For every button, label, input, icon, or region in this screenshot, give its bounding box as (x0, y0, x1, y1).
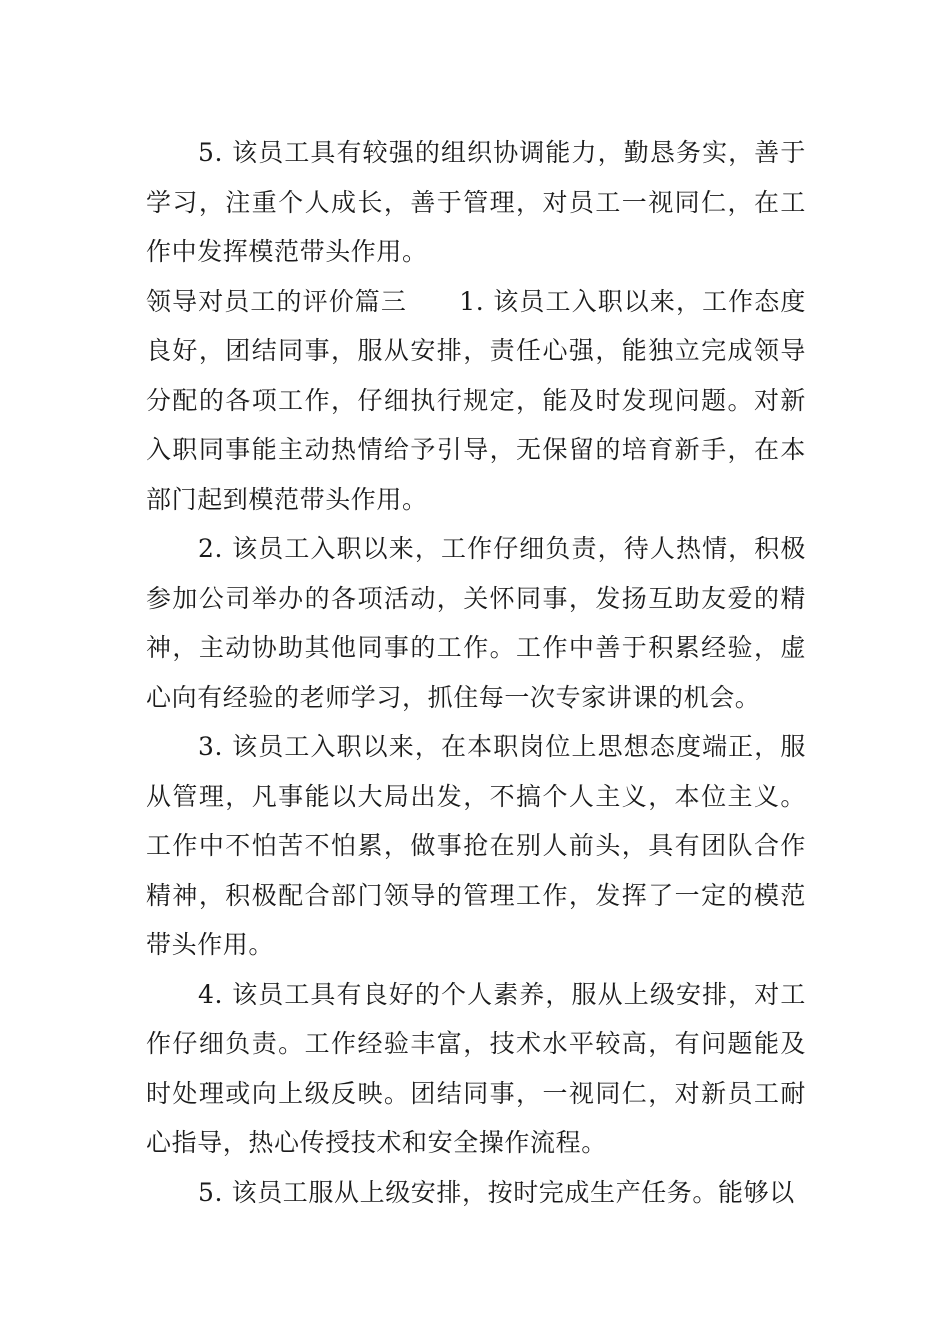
paragraph-4: 3. 该员工入职以来，在本职岗位上思想态度端正，服从管理，凡事能以大局出发，不搞个人主义，本位主义。工作中不怕苦不怕累，做事抢在别人前头，具有团队合作精神，积极配合部门领导的管理工作，发挥了一定的模范带头作用。 (146, 732, 806, 959)
paragraph-3: 2. 该员工入职以来，工作仔细负责，待人热情，积极参加公司举办的各项活动，关怀同事，发扬互助友爱的精神，主动协助其他同事的工作。工作中善于积累经验，虚心向有经验的老师学习，抓住每一次专家讲课的机会。 (146, 534, 806, 712)
paragraph-2-section-heading: 领导对员工的评价篇三 1. 该员工入职以来，工作态度良好，团结同事，服从安排，责任心强，能独立完成领导分配的各项工作，仔细执行规定，能及时发现问题。对新入职同事能主动热情给予引导，无保留的培育新手，在本部门起到模范带头作用。 (146, 286, 806, 514)
document-body (146, 128, 806, 1217)
paragraph-6: 5. 该员工服从上级安排，按时完成生产任务。能够以 (198, 1177, 795, 1207)
paragraph-5: 4. 该员工具有良好的个人素养，服从上级安排，对工作仔细负责。工作经验丰富，技术水平较高，有问题能及时处理或向上级反映。团结同事，一视同仁，对新员工耐心指导，热心传授技术和安全操作流程。 (146, 979, 806, 1157)
paragraph-1: 5. 该员工具有较强的组织协调能力，勤恳务实，善于学习，注重个人成长，善于管理，对员工一视同仁，在工作中发挥模范带头作用。 (146, 138, 806, 266)
